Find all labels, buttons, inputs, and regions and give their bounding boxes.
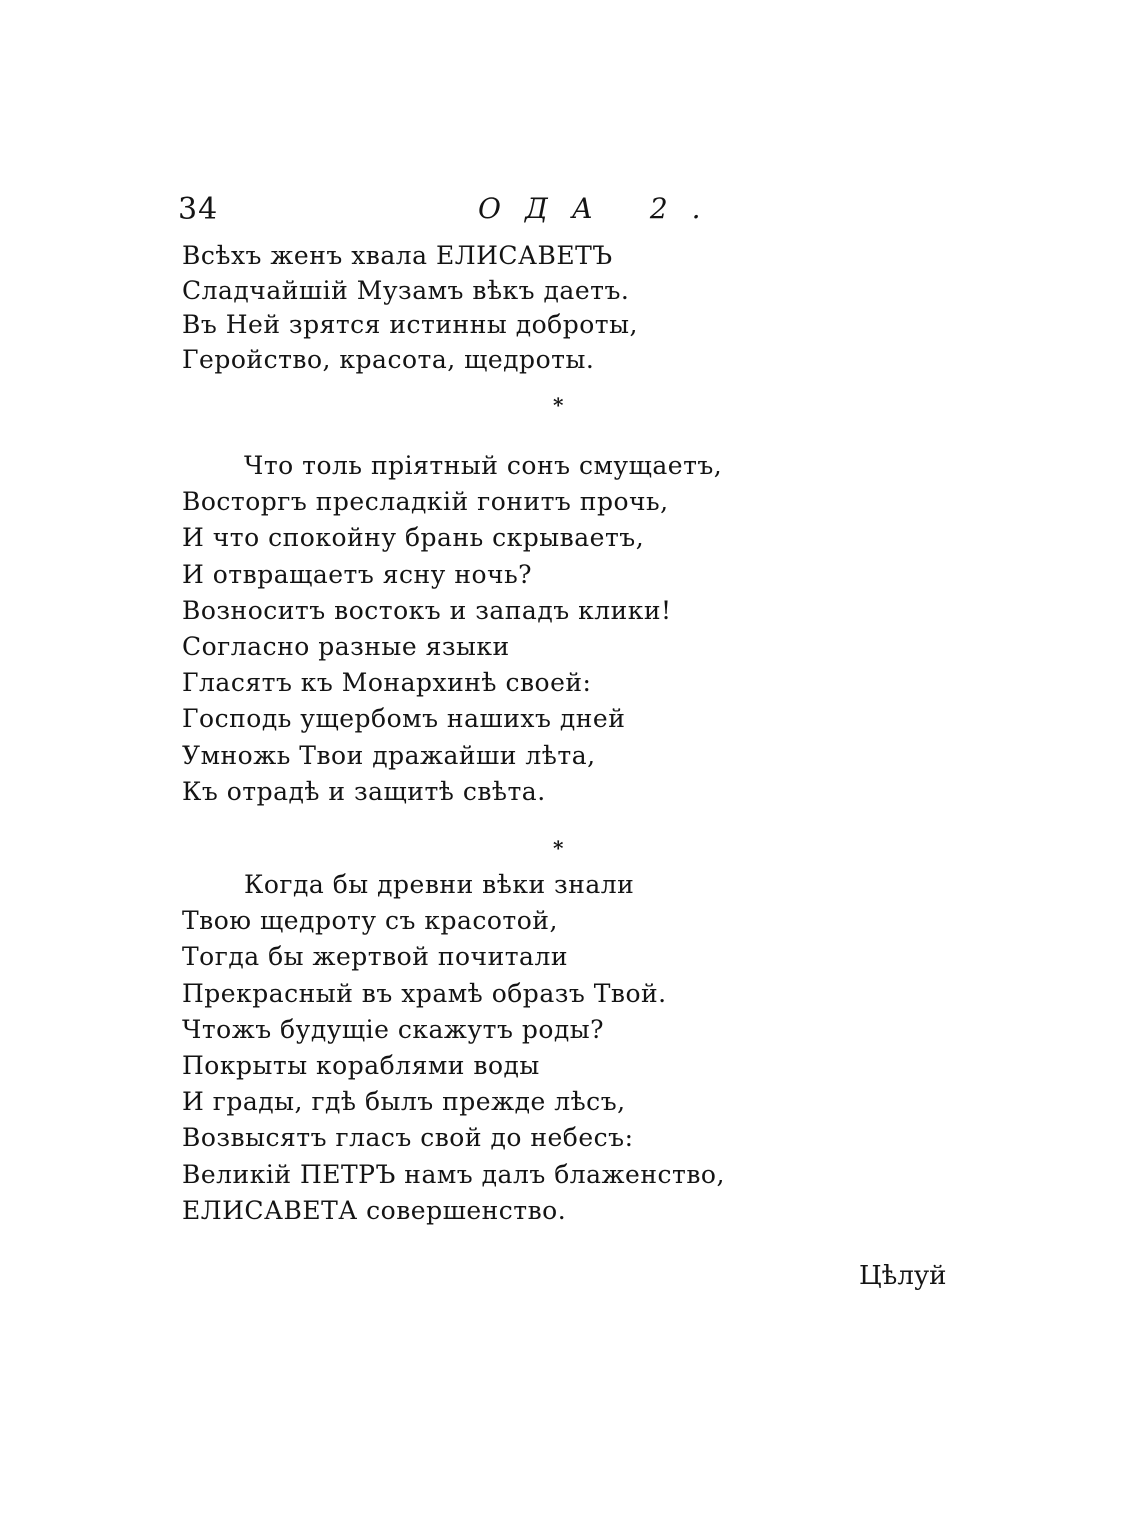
verse-line: Твою щедроту съ красотой, (182, 906, 558, 936)
verse-line: Прекрасный въ храмѣ образъ Твой. (182, 978, 667, 1008)
verse-line: Согласно разные языки (182, 631, 510, 661)
verse-line: ЕЛИСАВЕТА совершенство. (182, 1195, 567, 1225)
verse-line: Восторгъ пресладкій гонитъ прочь, (182, 487, 669, 517)
stanza-2 (182, 448, 722, 810)
verse-line: Когда бы древни вѣки знали (244, 870, 635, 899)
verse-line: Что толь пріятный сонъ смущаетъ, (244, 451, 723, 480)
verse-line: Въ Ней зрятся истинны доброты, (182, 310, 638, 340)
verse-line: Покрыты кораблями воды (182, 1050, 540, 1080)
stanza-1 (182, 239, 638, 377)
stanza-separator: * (553, 836, 564, 860)
verse-line: Умножь Твои дражайши лѣта, (182, 740, 596, 770)
verse-line: Тогда бы жертвой почитали (182, 942, 569, 972)
verse-line: И что спокойну брань скрываетъ, (182, 523, 645, 553)
verse-line: И грады, гдѣ былъ прежде лѣсъ, (182, 1087, 626, 1117)
verse-line: Возвысятъ гласъ свой до небесъ: (182, 1123, 634, 1153)
catchword: Цѣлуй (859, 1261, 947, 1291)
verse-line: Великій ПЕТРЪ намъ далъ блаженство, (182, 1159, 725, 1189)
verse-line: Возноситъ востокъ и западъ клики! (182, 595, 672, 625)
verse-line: Геройство, красота, щедроты. (182, 344, 595, 374)
stanza-3 (182, 867, 725, 1229)
page-number: 34 (178, 192, 219, 227)
verse-line: Господь ущербомъ нашихъ дней (182, 704, 626, 734)
verse-line: Сладчайшій Музамъ вѣкъ даетъ. (182, 275, 630, 305)
verse-line: Къ отрадѣ и защитѣ свѣта. (182, 776, 546, 806)
verse-line: Чтожъ будущіе скажутъ роды? (182, 1014, 605, 1044)
page-header (178, 192, 725, 232)
stanza-separator: * (553, 393, 564, 417)
verse-line: Гласятъ къ Монархинѣ своей: (182, 668, 592, 698)
verse-line: И отвращаетъ ясну ночь? (182, 559, 533, 589)
running-title: ОДА 2. (478, 192, 725, 225)
verse-line: Всѣхъ женъ хвала ЕЛИСАВЕТЪ (182, 241, 613, 270)
